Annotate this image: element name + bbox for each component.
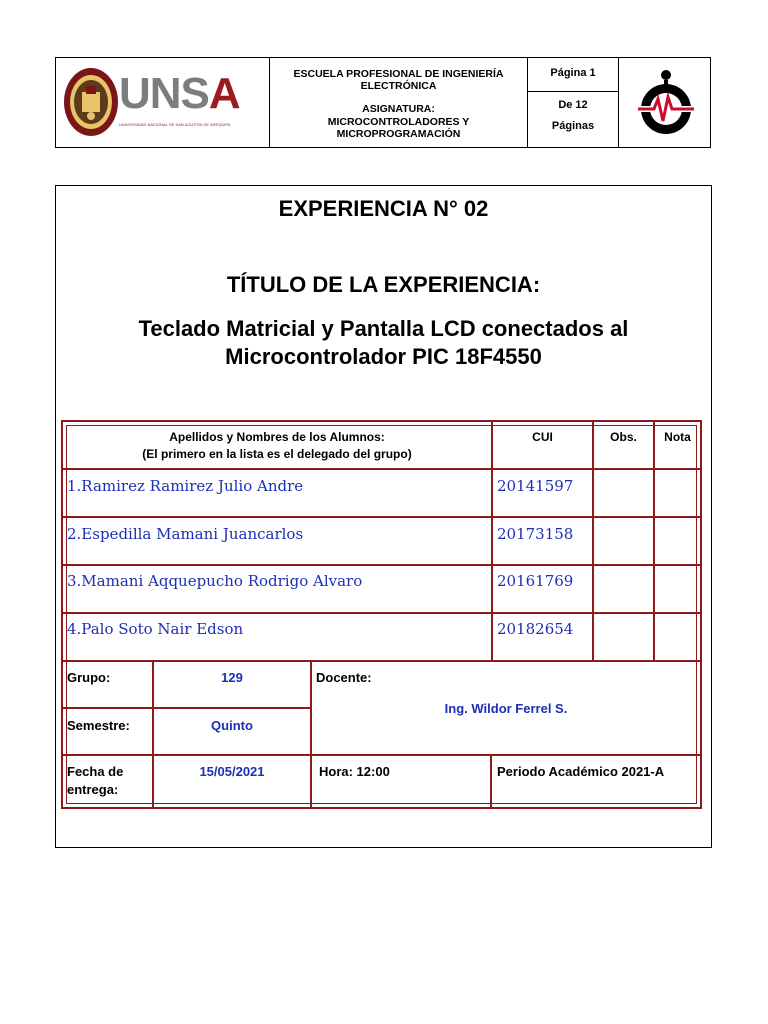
fecha-label-line2: entrega: xyxy=(67,782,119,797)
unsa-logo xyxy=(63,66,263,140)
table-divider xyxy=(63,660,700,662)
experience-title-line2: Microcontrolador PIC 18F4550 xyxy=(225,344,542,369)
table-divider xyxy=(63,612,700,614)
pages-label: Páginas xyxy=(551,120,595,132)
logo-subtext: UNIVERSIDAD NACIONAL DE SAN AGUSTIN DE AREQUIPA xyxy=(119,122,231,127)
student-cui-3: 20161769 xyxy=(497,572,574,590)
header-divider xyxy=(527,91,618,92)
table-divider xyxy=(63,707,312,709)
experience-title-line1: Teclado Matricial y Pantalla LCD conectados al xyxy=(138,316,629,341)
table-divider xyxy=(490,755,492,807)
table-divider xyxy=(653,422,655,661)
names-column-subheader: (El primero en la lista es el delegado del grupo) xyxy=(142,447,412,461)
grupo-value: 129 xyxy=(221,670,243,685)
grupo-label: Grupo: xyxy=(67,670,111,685)
cui-column-header: CUI xyxy=(532,430,553,444)
experience-title-label: TÍTULO DE LA EXPERIENCIA: xyxy=(226,272,541,297)
table-divider xyxy=(63,754,700,756)
student-cui-4: 20182654 xyxy=(497,620,574,638)
header-divider xyxy=(618,58,619,147)
student-name-2: 2.Espedilla Mamani Juancarlos xyxy=(67,525,304,543)
table-divider xyxy=(310,660,312,807)
student-cui-2: 20173158 xyxy=(497,525,574,543)
semestre-value: Quinto xyxy=(211,718,253,733)
students-table xyxy=(61,420,702,809)
student-name-3: 3.Mamani Aqquepucho Rodrigo Alvaro xyxy=(67,572,363,590)
student-name-1: 1.Ramirez Ramirez Julio Andre xyxy=(67,477,304,495)
docente-value: Ing. Wildor Ferrel S. xyxy=(444,701,568,716)
semestre-label: Semestre: xyxy=(67,718,130,733)
table-divider xyxy=(491,422,493,661)
names-column-header: Apellidos y Nombres de los Alumnos: xyxy=(169,430,385,444)
student-name-4: 4.Palo Soto Nair Edson xyxy=(67,620,244,638)
subject-name: MICROCONTROLADORES Y MICROPROGRAMACIÓN xyxy=(327,116,470,140)
fecha-label-line1: Fecha de xyxy=(67,764,124,779)
logo-text: UNSA xyxy=(119,69,240,118)
table-divider xyxy=(63,564,700,566)
table-divider xyxy=(592,422,594,661)
table-divider xyxy=(63,516,700,518)
subject-label: ASIGNATURA: xyxy=(362,103,435,115)
page-total: De 12 xyxy=(558,99,588,111)
student-cui-1: 20141597 xyxy=(497,477,574,495)
hora-value: Hora: 12:00 xyxy=(319,764,390,779)
periodo-academico: Periodo Académico 2021-A xyxy=(497,764,665,779)
university-seal-icon xyxy=(63,66,119,138)
school-name: ESCUELA PROFESIONAL DE INGENIERÍA ELECTRÓNICA xyxy=(293,68,504,92)
document-header xyxy=(55,57,711,148)
electronics-department-icon xyxy=(636,69,696,137)
nota-column-header: Nota xyxy=(664,430,691,444)
obs-column-header: Obs. xyxy=(610,430,637,444)
table-divider xyxy=(63,468,700,470)
docente-label: Docente: xyxy=(316,670,372,685)
fecha-value: 15/05/2021 xyxy=(199,764,265,779)
page-number: Página 1 xyxy=(550,67,596,79)
experience-number: EXPERIENCIA N° 02 xyxy=(278,196,489,221)
